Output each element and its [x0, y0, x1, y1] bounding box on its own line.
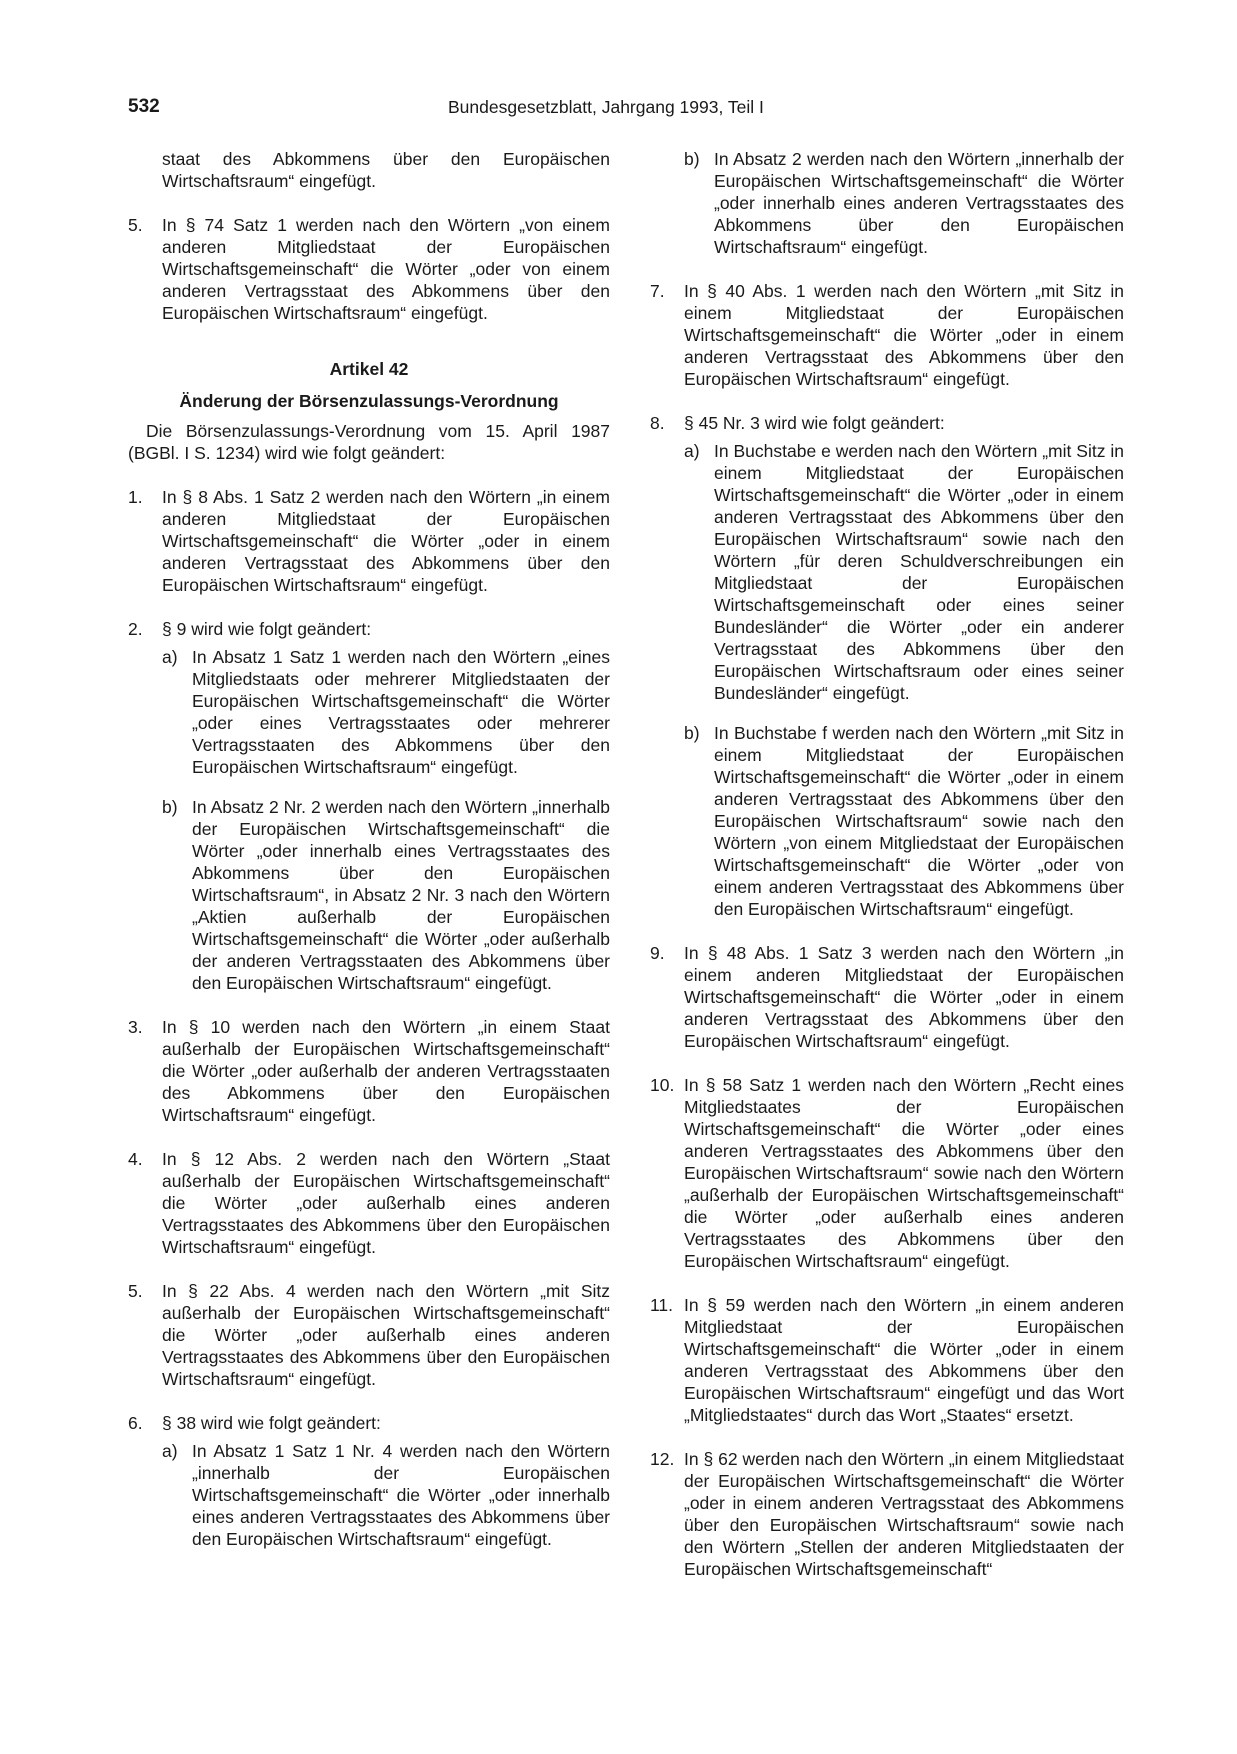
sub-item-text: In Absatz 1 Satz 1 Nr. 4 werden nach den Wörtern „innerhalb der Europäischen Wirtschaftsgemeinschaft“ die Wörter „oder innerhalb eines anderen Vertragsstaates des Abkommens über den Europäischen Wirtschaftsraum“ eingefügt. — [192, 1441, 610, 1549]
list-item — [128, 214, 610, 324]
left-column — [128, 148, 610, 1572]
item-number: 8. — [650, 413, 665, 433]
list-item — [128, 1148, 610, 1258]
item-number: 5. — [128, 1281, 143, 1301]
sub-item-letter: b) — [684, 723, 700, 743]
item-text: In § 74 Satz 1 werden nach den Wörtern „von einem anderen Mitgliedstaat der Europäischen Wirtschaftsgemeinschaft“ die Wörter „oder von einem anderen Vertragsstaat des Abkommens über den Europäischen Wirtschaftsraum“ eingefügt. — [162, 215, 610, 323]
item-text: In § 48 Abs. 1 Satz 3 werden nach den Wörtern „in einem anderen Mitgliedstaat der Europäischen Wirtschaftsgemeinschaft“ die Wörter „oder in einem anderen Vertragsstaat des Abkommens über den Europäischen Wirtschaftsraum“ eingefügt. — [684, 943, 1124, 1051]
list-item — [128, 1016, 610, 1126]
page-number: 532 — [128, 96, 160, 117]
item-number: 11. — [650, 1295, 674, 1315]
sub-item-text: In Absatz 1 Satz 1 werden nach den Wörtern „eines Mitgliedstaats oder mehrerer Mitgliedstaaten der Europäischen Wirtschaftsgemeinschaft“ die Wörter „oder eines Vertragsstaates oder mehrerer Vertragsstaaten des Abkommens über den Europäischen Wirtschaftsraum“ eingefügt. — [192, 647, 610, 777]
sub-item — [684, 440, 1124, 704]
page-header — [0, 96, 1237, 122]
article-intro: Die Börsenzulassungs-Verordnung vom 15. April 1987 (BGBl. I S. 1234) wird wie folgt geändert: — [128, 421, 610, 463]
sub-item — [684, 722, 1124, 920]
item-text: In § 22 Abs. 4 werden nach den Wörtern „mit Sitz außerhalb der Europäischen Wirtschaftsgemeinschaft“ die Wörter „oder außerhalb eines anderen Vertragsstaates des Abkommens über den Europäischen Wirtschaftsraum“ eingefügt. — [162, 1281, 610, 1389]
item-text: § 9 wird wie folgt geändert: — [162, 619, 372, 639]
item-text: In § 12 Abs. 2 werden nach den Wörtern „Staat außerhalb der Europäischen Wirtschaftsgemeinschaft“ die Wörter „oder außerhalb eines anderen Vertragsstaates des Abkommens über den Europäischen Wirtschaftsraum“ eingefügt. — [162, 1149, 610, 1257]
list-item — [128, 618, 610, 994]
list-item — [650, 1294, 1124, 1426]
continued-sub-item — [650, 148, 1124, 258]
item-number: 2. — [128, 619, 143, 639]
list-item — [128, 486, 610, 596]
sub-item-letter: a) — [162, 1441, 178, 1461]
sub-item-text: In Buchstabe f werden nach den Wörtern „mit Sitz in einem Mitgliedstaat der Europäischen Wirtschaftsgemeinschaft“ die Wörter „oder in einem anderen Vertragsstaat des Abkommens über den Europäischen Wirtschaftsraum“ sowie nach den Wörtern „von einem Mitgliedstaat der Europäischen Wirtschaftsgemeinschaft“ die Wörter „oder von einem anderen Vertragsstaat des Abkommens über den Europäischen Wirtschaftsraum“ eingefügt. — [714, 723, 1124, 919]
list-item — [128, 1280, 610, 1390]
item-number: 3. — [128, 1017, 143, 1037]
item-text: § 45 Nr. 3 wird wie folgt geändert: — [684, 413, 945, 433]
article-subtitle: Änderung der Börsenzulassungs-Verordnung — [179, 391, 559, 411]
item-number: 9. — [650, 943, 665, 963]
list-item — [650, 1448, 1124, 1580]
sub-item — [162, 1440, 610, 1550]
item-number: 1. — [128, 487, 143, 507]
sub-item — [162, 646, 610, 778]
sub-item — [162, 796, 610, 994]
article-title: Artikel 42 — [329, 359, 409, 379]
list-item — [128, 1412, 610, 1550]
item-text: In § 59 werden nach den Wörtern „in einem anderen Mitgliedstaat der Europäischen Wirtschaftsgemeinschaft“ die Wörter „oder in einem anderen Vertragsstaat des Abkommens über den Europäischen Wirtschaftsraum“ eingefügt und das Wort „Mitgliedstaates“ durch das Wort „Staates“ ersetzt. — [684, 1295, 1124, 1425]
running-title: Bundesgesetzblatt, Jahrgang 1993, Teil I — [448, 97, 764, 117]
right-column — [650, 148, 1124, 1602]
amendment-list — [128, 486, 610, 1550]
sub-item-letter: a) — [684, 441, 700, 461]
list-item — [650, 942, 1124, 1052]
item-number: 5. — [128, 215, 143, 235]
item-number: 4. — [128, 1149, 143, 1169]
item-text: In § 40 Abs. 1 werden nach den Wörtern „mit Sitz in einem Mitgliedstaat der Europäischen Wirtschaftsgemeinschaft“ die Wörter „oder in einem anderen Vertragsstaat des Abkommens über den Europäischen Wirtschaftsraum“ eingefügt. — [684, 281, 1124, 389]
item-number: 12. — [650, 1449, 675, 1469]
item-number: 7. — [650, 281, 665, 301]
amendment-list — [650, 280, 1124, 1580]
list-item — [650, 412, 1124, 920]
item-text: In § 10 werden nach den Wörtern „in einem Staat außerhalb der Europäischen Wirtschaftsgemeinschaft“ die Wörter „oder außerhalb der anderen Vertragsstaaten des Abkommens über den Europäischen Wirtschaftsraum“ eingefügt. — [162, 1017, 610, 1125]
list-item — [650, 1074, 1124, 1272]
sub-item-text: In Absatz 2 Nr. 2 werden nach den Wörtern „innerhalb der Europäischen Wirtschaftsgemeinschaft“ die Wörter „oder innerhalb eines Vertragsstaates des Abkommens über den Europäischen Wirtschaftsraum“, in Absatz 2 Nr. 3 nach den Wörtern „Aktien außerhalb der Europäischen Wirtschaftsgemeinschaft“ die Wörter „oder außerhalb der anderen Vertragsstaaten des Abkommens über den Europäischen Wirtschaftsraum“ eingefügt. — [192, 797, 610, 993]
list-item — [650, 280, 1124, 390]
continued-paragraph: staat des Abkommens über den Europäischen Wirtschaftsraum“ eingefügt. — [162, 149, 610, 191]
sub-item-letter: b) — [162, 797, 178, 817]
sub-item-text: In Absatz 2 werden nach den Wörtern „innerhalb der Europäischen Wirtschaftsgemeinschaft“ die Wörter „oder innerhalb eines anderen Vertragsstaates des Abkommens über den Europäischen Wirtschaftsraum“ eingefügt. — [714, 149, 1124, 257]
item-text: In § 8 Abs. 1 Satz 2 werden nach den Wörtern „in einem anderen Mitgliedstaat der Europäischen Wirtschaftsgemeinschaft“ die Wörter „oder in einem anderen Vertragsstaat des Abkommens über den Europäischen Wirtschaftsraum“ eingefügt. — [162, 487, 610, 595]
item-number: 10. — [650, 1075, 675, 1095]
item-text: § 38 wird wie folgt geändert: — [162, 1413, 381, 1433]
sub-item-text: In Buchstabe e werden nach den Wörtern „mit Sitz in einem Mitgliedstaat der Europäischen Wirtschaftsgemeinschaft“ die Wörter „oder in einem anderen Vertragsstaat des Abkommens über den Europäischen Wirtschaftsraum“ sowie nach den Wörtern „für deren Schuldverschreibungen ein Mitgliedstaat der Europäischen Wirtschaftsgemeinschaft oder eines seiner Bundesländer“ die Wörter „oder ein anderer Vertragsstaat des Abkommens über den Europäischen Wirtschaftsraum oder eines seiner Bundesländer“ eingefügt. — [714, 441, 1124, 703]
sub-item-letter: b) — [684, 149, 700, 169]
item-text: In § 62 werden nach den Wörtern „in einem Mitgliedstaat der Europäischen Wirtschaftsgemeinschaft“ die Wörter „oder in einem anderen Vertragsstaat des Abkommens über den Europäischen Wirtschaftsraum“ sowie nach den Wörtern „Stellen der anderen Mitgliedstaaten der Europäischen Wirtschaftsgemeinschaft“ — [684, 1449, 1124, 1579]
item-text: In § 58 Satz 1 werden nach den Wörtern „Recht eines Mitgliedstaates der Europäischen Wirtschaftsgemeinschaft“ die Wörter „oder eines anderen Vertragsstaates des Abkommens über den Europäischen Wirtschaftsraum“ sowie nach den Wörtern „außerhalb der Europäischen Wirtschaftsgemeinschaft“ die Wörter „oder außerhalb eines anderen Vertragsstaates des Abkommens über den Europäischen Wirtschaftsraum“ eingefügt. — [684, 1075, 1124, 1271]
item-number: 6. — [128, 1413, 143, 1433]
sub-item-letter: a) — [162, 647, 178, 667]
